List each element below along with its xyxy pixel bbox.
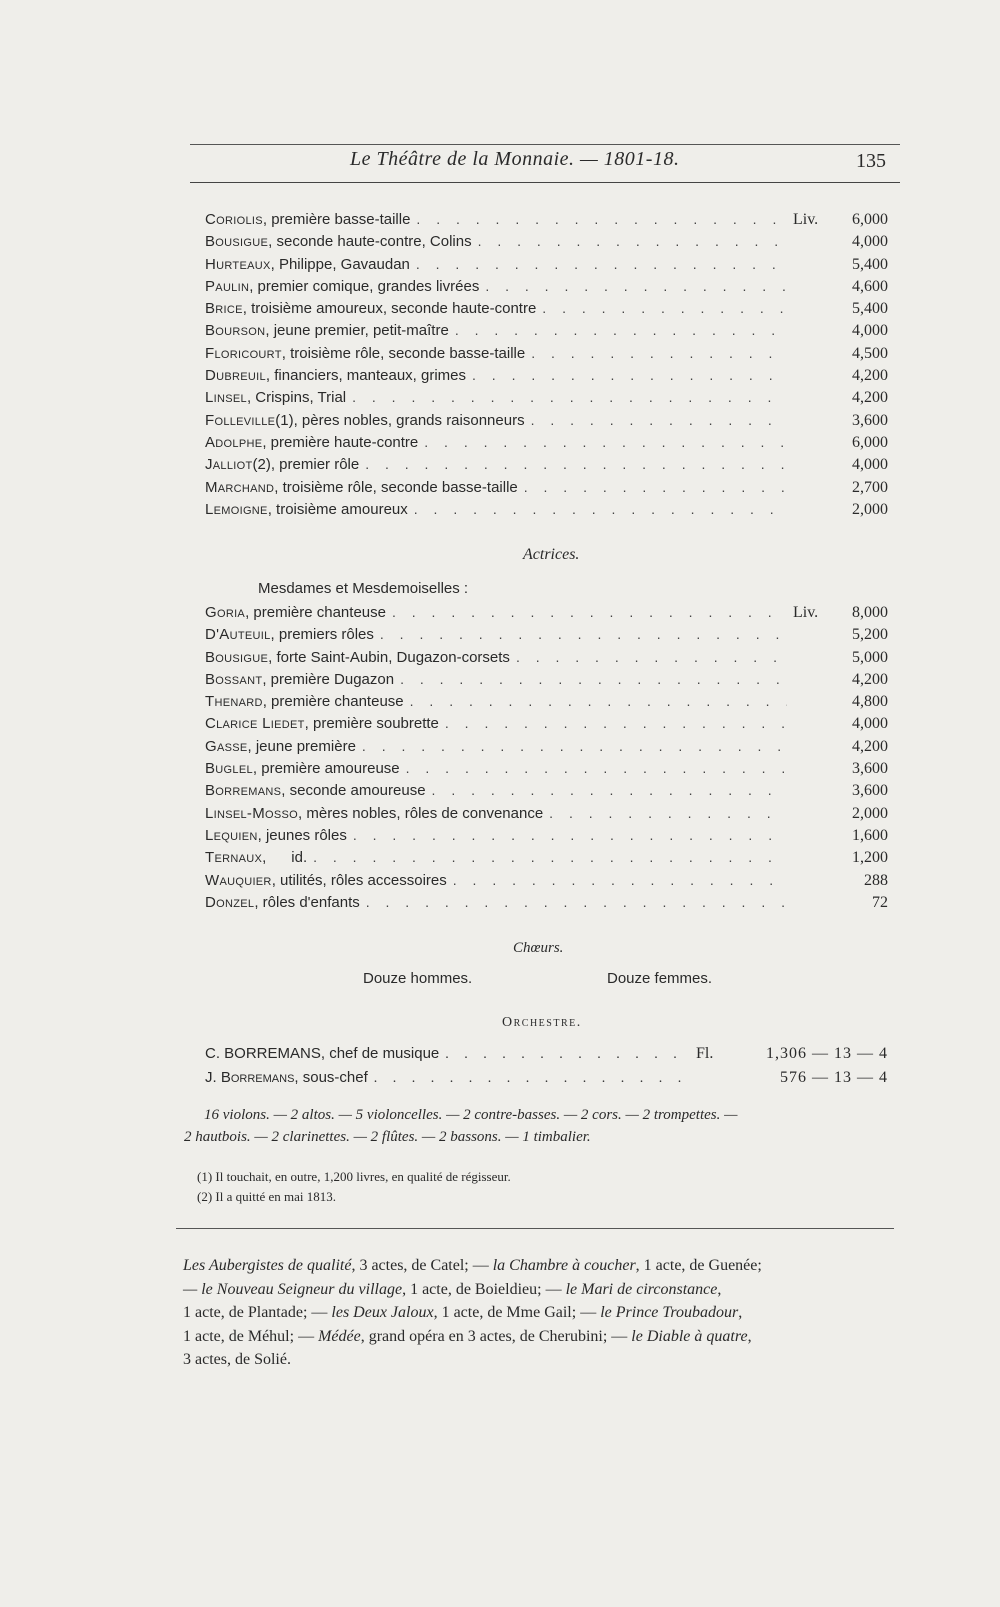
list-item: Bousigue , seconde haute-contre, Colins . . . 4,000 <box>205 233 888 255</box>
footnote-2: (2) Il a quitté en mai 1813. <box>197 1189 336 1204</box>
list-item: Goria , première chanteuse . . . Liv. 8,000 <box>205 604 888 626</box>
instruments-line-1: 16 violons. — 2 altos. — 5 violoncelles. — 2 contre-basses. — 2 cors. — 2 trompettes. — <box>204 1107 738 1123</box>
orchestre-heading: Orchestre. <box>502 1015 582 1030</box>
list-item: Floricourt , troisième rôle, seconde basse-taille . . . 4,500 <box>205 345 888 367</box>
list-item: Hurteaux , Philippe, Gavaudan . . . 5,400 <box>205 256 888 278</box>
list-item: Marchand , troisième rôle, seconde basse-taille . . . 2,700 <box>205 479 888 501</box>
list-item: Linsel-Mosso , mères nobles, rôles de convenance . . . 2,000 <box>205 805 888 827</box>
list-item: Buglel , première amoureuse . . . 3,600 <box>205 760 888 782</box>
list-item: D'Auteuil , premiers rôles . . . 5,200 <box>205 626 888 648</box>
list-item: Brice , troisième amoureux, seconde haute-contre . . . 5,400 <box>205 300 888 322</box>
list-item: Bourson , jeune premier, petit-maître . . . 4,000 <box>205 322 888 344</box>
repertoire-paragraph: Les Aubergistes de qualité, 3 actes, de Catel; — la Chambre à coucher, 1 acte, de Guenée; — le Nouveau Seigneur du village, 1 acte, de Boieldieu; — le Mari de circonstance, 1 acte, de Plantade; — les Deux Jaloux, 1 acte, de Mme Gail; — le Prince Troubadour, 1 acte, de Méhul; — Médée, grand opéra en 3 actes, de Cherubini; — le Diable à quatre, 3 actes, de Solié. <box>183 1257 762 1368</box>
page-number: 135 <box>856 150 886 172</box>
list-item: Folleville (1), pères nobles, grands raisonneurs . . . 3,600 <box>205 412 888 434</box>
footnote-1: (1) Il touchait, en outre, 1,200 livres, en qualité de régisseur. <box>197 1169 511 1184</box>
choeurs-hommes: Douze hommes. <box>363 970 473 987</box>
list-item: Linsel , Crispins, Trial . . . 4,200 <box>205 389 888 411</box>
list-item: Coriolis , première basse-taille . . . Liv. 6,000 <box>205 211 888 233</box>
list-item: Bossant , première Dugazon . . . 4,200 <box>205 671 888 693</box>
orchestre-list <box>205 1045 888 1093</box>
instruments-line-2: 2 hautbois. — 2 clarinettes. — 2 flûtes. — 2 bassons. — 1 timbalier. <box>184 1129 591 1145</box>
list-item: Dubreuil , financiers, manteaux, grimes . . . 4,200 <box>205 367 888 389</box>
section-rule <box>176 1228 894 1229</box>
running-header <box>190 146 900 180</box>
list-item: Donzel , rôles d'enfants . . . 72 <box>205 894 888 916</box>
list-item: Lequien , jeunes rôles . . . 1,600 <box>205 827 888 849</box>
list-item: Lemoigne , troisième amoureux . . . 2,000 <box>205 501 888 523</box>
actrices-heading: Actrices. <box>523 546 580 563</box>
choeurs-heading: Chœurs. <box>513 940 564 956</box>
actrices-list <box>205 604 888 916</box>
list-item: Gasse , jeune première . . . 4,200 <box>205 738 888 760</box>
list-item: Adolphe , première haute-contre . . . 6,000 <box>205 434 888 456</box>
list-item: Bousigue , forte Saint-Aubin, Dugazon-corsets . . . 5,000 <box>205 649 888 671</box>
list-item: Ternaux , id. . . . 1,200 <box>205 849 888 871</box>
list-item: Jalliot (2), premier rôle . . . 4,000 <box>205 456 888 478</box>
list-item: Paulin , premier comique, grandes livrées . . . 4,600 <box>205 278 888 300</box>
list-item: J. Borremans, sous-chef . . . 576 — 13 — 4 <box>205 1069 888 1093</box>
list-item: Thenard , première chanteuse . . . 4,800 <box>205 693 888 715</box>
page-title: Le Théâtre de la Monnaie. — 1801-18. <box>350 148 680 170</box>
header-rule <box>190 182 900 183</box>
list-item: Clarice Liedet , première soubrette . . . 4,000 <box>205 715 888 737</box>
acteurs-list <box>205 211 888 523</box>
list-item: C. BORREMANS, chef de musique . . . Fl. 1,306 — 13 — 4 <box>205 1045 888 1069</box>
choeurs-femmes: Douze femmes. <box>607 970 713 987</box>
header-rule-top <box>190 144 900 145</box>
list-item: Borremans , seconde amoureuse . . . 3,600 <box>205 782 888 804</box>
actrices-intro: Mesdames et Mesdemoiselles : <box>258 580 469 597</box>
list-item: Wauquier , utilités, rôles accessoires . . . 288 <box>205 872 888 894</box>
